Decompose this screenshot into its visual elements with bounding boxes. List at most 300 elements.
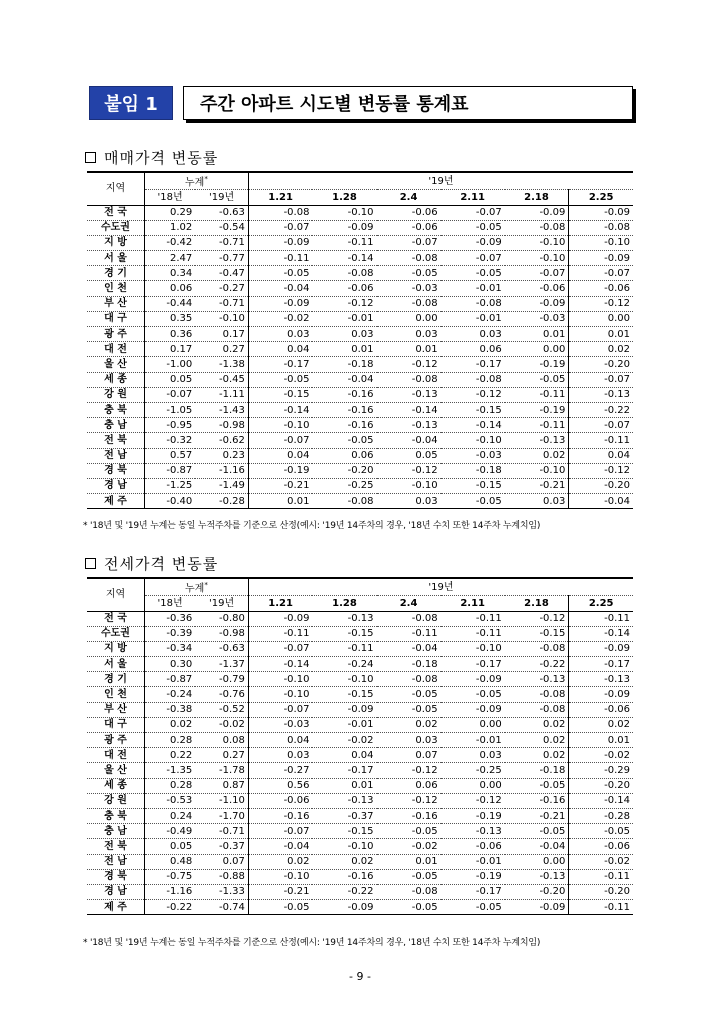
value-cell: -0.11 xyxy=(505,418,569,433)
value-cell: -0.11 xyxy=(569,869,633,884)
value-cell: 0.03 xyxy=(505,494,569,509)
value-cell: 0.06 xyxy=(377,778,441,793)
value-cell: -0.12 xyxy=(312,296,376,311)
value-cell: -0.10 xyxy=(505,251,569,266)
value-cell: -0.36 xyxy=(144,611,195,626)
value-cell: -0.98 xyxy=(195,626,248,641)
value-cell: -0.27 xyxy=(195,281,248,296)
value-cell: -0.21 xyxy=(248,478,312,493)
value-cell: 0.02 xyxy=(505,448,569,463)
value-cell: -0.37 xyxy=(312,808,376,823)
value-cell: -0.15 xyxy=(505,626,569,641)
value-cell: -0.05 xyxy=(377,869,441,884)
table-row xyxy=(87,342,633,357)
value-cell: -0.01 xyxy=(312,311,376,326)
region-name: 강 원 xyxy=(87,793,144,808)
value-cell: -0.13 xyxy=(377,387,441,402)
value-cell: -0.03 xyxy=(248,717,312,732)
value-cell: -0.02 xyxy=(377,839,441,854)
value-cell: -0.07 xyxy=(377,235,441,250)
value-cell: -0.05 xyxy=(248,900,312,915)
value-cell: -0.09 xyxy=(248,296,312,311)
value-cell: -0.09 xyxy=(505,296,569,311)
value-cell: -0.10 xyxy=(441,641,505,656)
value-cell: -0.13 xyxy=(569,387,633,402)
value-cell: -0.13 xyxy=(441,824,505,839)
value-cell: -0.20 xyxy=(569,357,633,372)
value-cell: 0.08 xyxy=(195,733,248,748)
value-cell: -0.12 xyxy=(569,296,633,311)
value-cell: 2.47 xyxy=(144,251,195,266)
value-cell: -0.07 xyxy=(248,702,312,717)
cumulative-year-header: '18년 xyxy=(144,190,195,205)
value-cell: -0.15 xyxy=(248,387,312,402)
value-cell: -0.24 xyxy=(144,687,195,702)
region-name: 대 구 xyxy=(87,717,144,732)
value-cell: -0.10 xyxy=(505,463,569,478)
value-cell: -0.13 xyxy=(505,672,569,687)
value-cell: 0.02 xyxy=(505,748,569,763)
table-row xyxy=(87,357,633,372)
table-row xyxy=(87,448,633,463)
value-cell: -0.09 xyxy=(569,205,633,220)
section-heading-text: 전세가격 변동률 xyxy=(104,555,219,573)
value-cell: -0.08 xyxy=(377,296,441,311)
value-cell: -0.10 xyxy=(248,418,312,433)
region-name: 전 남 xyxy=(87,448,144,463)
value-cell: -0.20 xyxy=(569,884,633,899)
value-cell: -0.17 xyxy=(441,357,505,372)
value-cell: -0.04 xyxy=(569,494,633,509)
region-name: 수도권 xyxy=(87,220,144,235)
value-cell: 0.00 xyxy=(505,342,569,357)
value-cell: -0.07 xyxy=(144,387,195,402)
value-cell: -0.17 xyxy=(312,763,376,778)
value-cell: -0.49 xyxy=(144,824,195,839)
value-cell: -0.18 xyxy=(441,463,505,478)
value-cell: -0.28 xyxy=(195,494,248,509)
region-name: 경 남 xyxy=(87,478,144,493)
value-cell: -0.04 xyxy=(312,372,376,387)
value-cell: 0.01 xyxy=(505,327,569,342)
week-date-header: 2.18 xyxy=(505,190,569,205)
value-cell: -0.42 xyxy=(144,235,195,250)
region-name: 광 주 xyxy=(87,733,144,748)
week-date-header: 1.28 xyxy=(312,596,376,611)
value-cell: -0.13 xyxy=(312,793,376,808)
value-cell: -0.06 xyxy=(505,281,569,296)
value-cell: -0.11 xyxy=(248,251,312,266)
table-row xyxy=(87,494,633,509)
value-cell: 0.05 xyxy=(377,448,441,463)
cumulative-year-header: '18년 xyxy=(144,596,195,611)
footnote: * '18년 및 '19년 누계는 동일 누적주차를 기준으로 산정(예시: '19년 14주차의 경우, '18년 수치 또한 14주차 누계치임) xyxy=(83,521,541,531)
value-cell: -0.05 xyxy=(377,702,441,717)
value-cell: 0.02 xyxy=(569,717,633,732)
value-cell: -0.11 xyxy=(569,611,633,626)
region-name: 강 원 xyxy=(87,387,144,402)
table-row xyxy=(87,778,633,793)
value-cell: 0.01 xyxy=(377,342,441,357)
table-row xyxy=(87,641,633,656)
value-cell: -0.87 xyxy=(144,672,195,687)
value-cell: 0.30 xyxy=(144,657,195,672)
value-cell: -0.45 xyxy=(195,372,248,387)
value-cell: -0.02 xyxy=(312,733,376,748)
sale-price-table xyxy=(87,171,633,509)
value-cell: 0.17 xyxy=(195,327,248,342)
value-cell: -0.20 xyxy=(505,884,569,899)
value-cell: 0.24 xyxy=(144,808,195,823)
value-cell: -0.05 xyxy=(441,900,505,915)
value-cell: -0.76 xyxy=(195,687,248,702)
region-name: 부 산 xyxy=(87,702,144,717)
region-name: 세 종 xyxy=(87,372,144,387)
value-cell: -0.02 xyxy=(195,717,248,732)
value-cell: 0.00 xyxy=(505,854,569,869)
table-row xyxy=(87,433,633,448)
value-cell: -0.04 xyxy=(377,641,441,656)
table-row xyxy=(87,717,633,732)
value-cell: -0.08 xyxy=(377,884,441,899)
value-cell: 0.02 xyxy=(248,854,312,869)
value-cell: 0.00 xyxy=(569,311,633,326)
value-cell: 0.06 xyxy=(144,281,195,296)
value-cell: -0.07 xyxy=(569,372,633,387)
region-header: 지역 xyxy=(87,578,144,611)
value-cell: -0.15 xyxy=(441,402,505,417)
value-cell: -0.11 xyxy=(312,641,376,656)
value-cell: -0.05 xyxy=(441,494,505,509)
week-date-header: 2.11 xyxy=(441,596,505,611)
value-cell: -0.14 xyxy=(441,418,505,433)
value-cell: -1.43 xyxy=(195,402,248,417)
region-name: 지 방 xyxy=(87,235,144,250)
value-cell: -0.71 xyxy=(195,824,248,839)
value-cell: -0.04 xyxy=(248,839,312,854)
value-cell: -0.09 xyxy=(505,900,569,915)
table-row xyxy=(87,793,633,808)
value-cell: -0.32 xyxy=(144,433,195,448)
value-cell: -0.09 xyxy=(312,220,376,235)
value-cell: -0.06 xyxy=(377,220,441,235)
value-cell: 0.00 xyxy=(441,717,505,732)
value-cell: -0.80 xyxy=(195,611,248,626)
table-row xyxy=(87,611,633,626)
value-cell: -0.17 xyxy=(248,357,312,372)
value-cell: -0.14 xyxy=(377,402,441,417)
value-cell: -0.12 xyxy=(441,387,505,402)
value-cell: -0.27 xyxy=(248,763,312,778)
value-cell: -0.40 xyxy=(144,494,195,509)
value-cell: -0.09 xyxy=(569,251,633,266)
value-cell: -0.05 xyxy=(377,266,441,281)
value-cell: -0.05 xyxy=(505,778,569,793)
region-name: 서 울 xyxy=(87,251,144,266)
table-row xyxy=(87,220,633,235)
value-cell: -1.49 xyxy=(195,478,248,493)
table-row xyxy=(87,748,633,763)
value-cell: -0.01 xyxy=(441,311,505,326)
region-name: 제 주 xyxy=(87,494,144,509)
region-name: 울 산 xyxy=(87,357,144,372)
value-cell: -0.62 xyxy=(195,433,248,448)
value-cell: -0.15 xyxy=(312,626,376,641)
region-name: 전 국 xyxy=(87,205,144,220)
value-cell: -0.10 xyxy=(441,433,505,448)
value-cell: -0.11 xyxy=(569,433,633,448)
value-cell: -0.20 xyxy=(312,463,376,478)
table-row xyxy=(87,296,633,311)
week-date-header: 1.28 xyxy=(312,190,376,205)
value-cell: -0.10 xyxy=(248,687,312,702)
value-cell: -1.00 xyxy=(144,357,195,372)
table-row xyxy=(87,266,633,281)
value-cell: -1.05 xyxy=(144,402,195,417)
value-cell: 0.01 xyxy=(377,854,441,869)
value-cell: -0.08 xyxy=(505,641,569,656)
value-cell: -0.53 xyxy=(144,793,195,808)
value-cell: -0.17 xyxy=(569,657,633,672)
value-cell: -0.25 xyxy=(441,763,505,778)
value-cell: -0.54 xyxy=(195,220,248,235)
value-cell: -0.87 xyxy=(144,463,195,478)
region-name: 충 남 xyxy=(87,418,144,433)
table-row xyxy=(87,824,633,839)
value-cell: -1.78 xyxy=(195,763,248,778)
value-cell: -0.10 xyxy=(248,672,312,687)
value-cell: 0.04 xyxy=(569,448,633,463)
value-cell: -0.11 xyxy=(569,900,633,915)
value-cell: 0.87 xyxy=(195,778,248,793)
value-cell: -0.20 xyxy=(569,478,633,493)
value-cell: 0.03 xyxy=(441,748,505,763)
value-cell: -0.22 xyxy=(569,402,633,417)
value-cell: 0.01 xyxy=(569,733,633,748)
value-cell: -0.71 xyxy=(195,296,248,311)
value-cell: -0.11 xyxy=(248,626,312,641)
value-cell: 0.57 xyxy=(144,448,195,463)
value-cell: -0.16 xyxy=(377,808,441,823)
value-cell: -0.71 xyxy=(195,235,248,250)
value-cell: -0.01 xyxy=(441,281,505,296)
table-row xyxy=(87,884,633,899)
region-name: 대 전 xyxy=(87,342,144,357)
value-cell: -0.08 xyxy=(505,702,569,717)
value-cell: -0.10 xyxy=(505,235,569,250)
value-cell: -0.22 xyxy=(144,900,195,915)
value-cell: -0.29 xyxy=(569,763,633,778)
region-name: 충 남 xyxy=(87,824,144,839)
value-cell: -0.07 xyxy=(505,266,569,281)
table-row xyxy=(87,672,633,687)
value-cell: -0.10 xyxy=(377,478,441,493)
value-cell: -0.21 xyxy=(505,808,569,823)
value-cell: 0.23 xyxy=(195,448,248,463)
value-cell: -0.07 xyxy=(569,418,633,433)
value-cell: 0.56 xyxy=(248,778,312,793)
value-cell: 0.01 xyxy=(569,327,633,342)
table-row xyxy=(87,702,633,717)
value-cell: 1.02 xyxy=(144,220,195,235)
table-row xyxy=(87,418,633,433)
value-cell: -1.11 xyxy=(195,387,248,402)
value-cell: -0.19 xyxy=(441,808,505,823)
value-cell: -0.15 xyxy=(312,824,376,839)
value-cell: -0.12 xyxy=(505,611,569,626)
region-name: 광 주 xyxy=(87,327,144,342)
value-cell: -0.07 xyxy=(248,824,312,839)
value-cell: -0.79 xyxy=(195,672,248,687)
value-cell: -0.13 xyxy=(505,869,569,884)
value-cell: -0.05 xyxy=(377,687,441,702)
jeonse-price-table xyxy=(87,577,633,915)
value-cell: -0.13 xyxy=(569,672,633,687)
value-cell: -0.08 xyxy=(505,687,569,702)
value-cell: 0.05 xyxy=(144,372,195,387)
value-cell: -1.16 xyxy=(195,463,248,478)
value-cell: 0.34 xyxy=(144,266,195,281)
value-cell: 0.29 xyxy=(144,205,195,220)
value-cell: -0.16 xyxy=(248,808,312,823)
value-cell: -0.05 xyxy=(505,824,569,839)
value-cell: -0.14 xyxy=(248,657,312,672)
value-cell: -0.05 xyxy=(377,900,441,915)
value-cell: -0.16 xyxy=(312,869,376,884)
value-cell: -0.38 xyxy=(144,702,195,717)
value-cell: -0.06 xyxy=(248,793,312,808)
value-cell: -0.09 xyxy=(248,611,312,626)
value-cell: -0.88 xyxy=(195,869,248,884)
value-cell: -0.07 xyxy=(248,220,312,235)
value-cell: -0.11 xyxy=(441,626,505,641)
value-cell: 0.06 xyxy=(312,448,376,463)
region-name: 경 북 xyxy=(87,869,144,884)
value-cell: 0.02 xyxy=(505,733,569,748)
value-cell: -0.07 xyxy=(248,641,312,656)
appendix-title: 주간 아파트 시도별 변동률 통계표 xyxy=(183,86,633,120)
value-cell: -0.14 xyxy=(248,402,312,417)
value-cell: -0.11 xyxy=(505,387,569,402)
value-cell: -0.75 xyxy=(144,869,195,884)
value-cell: -0.19 xyxy=(505,402,569,417)
week-date-header: 1.21 xyxy=(248,190,312,205)
week-header: '19년 xyxy=(248,578,633,596)
value-cell: -0.16 xyxy=(312,418,376,433)
region-name: 지 방 xyxy=(87,641,144,656)
value-cell: -0.01 xyxy=(441,854,505,869)
value-cell: 0.04 xyxy=(248,448,312,463)
value-cell: -0.08 xyxy=(441,372,505,387)
value-cell: 0.28 xyxy=(144,733,195,748)
cumulative-mark: * xyxy=(204,581,208,589)
week-date-header: 2.18 xyxy=(505,596,569,611)
value-cell: 0.27 xyxy=(195,342,248,357)
value-cell: -0.16 xyxy=(505,793,569,808)
week-date-header: 2.25 xyxy=(569,190,633,205)
value-cell: -1.70 xyxy=(195,808,248,823)
value-cell: 0.27 xyxy=(195,748,248,763)
value-cell: 0.07 xyxy=(377,748,441,763)
value-cell: -0.03 xyxy=(377,281,441,296)
appendix-badge: 붙임 1 xyxy=(89,86,173,120)
region-name: 충 북 xyxy=(87,808,144,823)
value-cell: -0.19 xyxy=(441,869,505,884)
value-cell: 0.00 xyxy=(441,778,505,793)
table-row xyxy=(87,626,633,641)
section-heading-sale xyxy=(85,147,218,168)
value-cell: -0.06 xyxy=(569,702,633,717)
value-cell: 0.03 xyxy=(248,748,312,763)
cumulative-year-header: '19년 xyxy=(195,596,248,611)
value-cell: -1.10 xyxy=(195,793,248,808)
value-cell: -0.63 xyxy=(195,641,248,656)
value-cell: -0.09 xyxy=(441,235,505,250)
page-number: - 9 - xyxy=(349,970,371,983)
value-cell: 0.35 xyxy=(144,311,195,326)
cumulative-year-header: '19년 xyxy=(195,190,248,205)
region-name: 수도권 xyxy=(87,626,144,641)
value-cell: -0.08 xyxy=(377,251,441,266)
value-cell: -0.07 xyxy=(248,433,312,448)
region-name: 대 구 xyxy=(87,311,144,326)
value-cell: -0.14 xyxy=(312,251,376,266)
value-cell: -0.10 xyxy=(248,869,312,884)
value-cell: -0.77 xyxy=(195,251,248,266)
table-row xyxy=(87,311,633,326)
value-cell: 0.03 xyxy=(441,327,505,342)
week-date-header: 1.21 xyxy=(248,596,312,611)
value-cell: 0.03 xyxy=(377,494,441,509)
value-cell: -0.02 xyxy=(569,748,633,763)
value-cell: -0.08 xyxy=(248,205,312,220)
value-cell: -0.08 xyxy=(569,220,633,235)
value-cell: -0.12 xyxy=(441,793,505,808)
region-name: 경 기 xyxy=(87,672,144,687)
region-name: 전 북 xyxy=(87,839,144,854)
value-cell: -0.06 xyxy=(377,205,441,220)
value-cell: -0.14 xyxy=(569,793,633,808)
region-name: 전 북 xyxy=(87,433,144,448)
week-header: '19년 xyxy=(248,172,633,190)
footnote: * '18년 및 '19년 누계는 동일 누적주차를 기준으로 산정(예시: '19년 14주차의 경우, '18년 수치 또한 14주차 누계치임) xyxy=(83,938,541,948)
week-date-header: 2.4 xyxy=(377,190,441,205)
value-cell: -0.95 xyxy=(144,418,195,433)
table-row xyxy=(87,657,633,672)
value-cell: -0.05 xyxy=(441,220,505,235)
region-name: 부 산 xyxy=(87,296,144,311)
value-cell: -0.12 xyxy=(377,763,441,778)
region-name: 세 종 xyxy=(87,778,144,793)
value-cell: -0.03 xyxy=(441,448,505,463)
cumulative-header-text: 누계 xyxy=(184,583,205,595)
region-name: 전 남 xyxy=(87,854,144,869)
value-cell: -0.02 xyxy=(569,854,633,869)
value-cell: -0.04 xyxy=(248,281,312,296)
value-cell: -0.17 xyxy=(441,884,505,899)
value-cell: 0.01 xyxy=(312,778,376,793)
value-cell: -0.09 xyxy=(248,235,312,250)
region-name: 경 남 xyxy=(87,884,144,899)
table-row xyxy=(87,235,633,250)
value-cell: -0.10 xyxy=(312,205,376,220)
region-name: 경 북 xyxy=(87,463,144,478)
value-cell: -0.15 xyxy=(312,687,376,702)
value-cell: 0.03 xyxy=(248,327,312,342)
table-row xyxy=(87,763,633,778)
table-row xyxy=(87,463,633,478)
value-cell: -1.16 xyxy=(144,884,195,899)
